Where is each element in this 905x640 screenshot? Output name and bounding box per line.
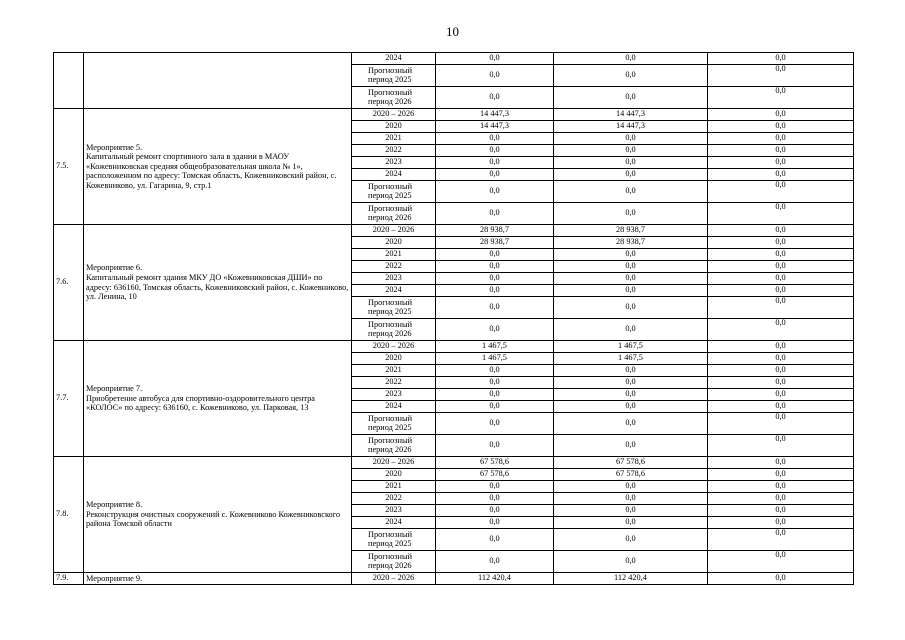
amount-cell-1: 14 447,3 [436,121,554,133]
period-cell: 2022 [352,145,436,157]
amount-cell-3: 0,0 [708,365,854,377]
period-cell: Прогнозный период 2026 [352,551,436,573]
period-cell: 2020 – 2026 [352,573,436,585]
amount-cell-2: 0,0 [554,551,708,573]
period-cell: 2024 [352,517,436,529]
amount-cell-1: 112 420,4 [436,573,554,585]
amount-cell-2: 0,0 [554,157,708,169]
amount-cell-2: 0,0 [554,389,708,401]
amount-cell-1: 0,0 [436,435,554,457]
amount-cell-3: 0,0 [708,169,854,181]
period-cell: 2023 [352,505,436,517]
amount-cell-1: 0,0 [436,181,554,203]
amount-cell-3: 0,0 [708,319,854,341]
period-cell: Прогнозный период 2025 [352,413,436,435]
amount-cell-1: 0,0 [436,413,554,435]
amount-cell-3: 0,0 [708,413,854,435]
amount-cell-3: 0,0 [708,109,854,121]
amount-cell-1: 1 467,5 [436,341,554,353]
period-cell: Прогнозный период 2026 [352,203,436,225]
amount-cell-3: 0,0 [708,435,854,457]
amount-cell-3: 0,0 [708,87,854,109]
amount-cell-1: 0,0 [436,319,554,341]
amount-cell-1: 0,0 [436,169,554,181]
amount-cell-1: 0,0 [436,261,554,273]
amount-cell-1: 0,0 [436,203,554,225]
period-cell: 2023 [352,157,436,169]
amount-cell-3: 0,0 [708,157,854,169]
row-number: 7.6. [54,225,84,341]
period-cell: 2020 – 2026 [352,109,436,121]
amount-cell-3: 0,0 [708,529,854,551]
table-row [54,457,854,469]
amount-cell-3: 0,0 [708,341,854,353]
table-row [54,341,854,353]
period-cell: 2021 [352,481,436,493]
amount-cell-3: 0,0 [708,517,854,529]
amount-cell-2: 14 447,3 [554,109,708,121]
row-number: 7.7. [54,341,84,457]
period-cell: 2022 [352,261,436,273]
amount-cell-2: 0,0 [554,365,708,377]
amount-cell-1: 0,0 [436,481,554,493]
amount-cell-3: 0,0 [708,297,854,319]
measure-description: Мероприятие 8. Реконструкция очистных сооружений с. Кожевниково Кожевниковского района Томской области [84,457,352,573]
period-cell: Прогнозный период 2026 [352,435,436,457]
period-cell: 2024 [352,401,436,413]
amount-cell-2: 0,0 [554,133,708,145]
amount-cell-2: 0,0 [554,435,708,457]
amount-cell-2: 0,0 [554,401,708,413]
amount-cell-1: 0,0 [436,529,554,551]
period-cell: 2024 [352,53,436,65]
amount-cell-2: 0,0 [554,261,708,273]
measure-description [84,53,352,109]
period-cell: Прогнозный период 2025 [352,65,436,87]
amount-cell-1: 0,0 [436,517,554,529]
measure-description: Мероприятие 6. Капитальный ремонт здания МКУ ДО «Кожевниковская ДШИ» по адресу: 636160, Томская область, Кожевниковский район, с. Кожевниково, ул. Ленина, 10 [84,225,352,341]
amount-cell-1: 28 938,7 [436,225,554,237]
amount-cell-3: 0,0 [708,551,854,573]
amount-cell-1: 0,0 [436,377,554,389]
period-cell: 2023 [352,273,436,285]
amount-cell-2: 0,0 [554,377,708,389]
table-row [54,573,854,585]
row-number: 7.5. [54,109,84,225]
amount-cell-2: 1 467,5 [554,341,708,353]
amount-cell-3: 0,0 [708,121,854,133]
amount-cell-3: 0,0 [708,65,854,87]
amount-cell-2: 0,0 [554,273,708,285]
table-row [54,109,854,121]
period-cell: 2020 – 2026 [352,457,436,469]
amount-cell-2: 0,0 [554,297,708,319]
period-cell: Прогнозный период 2025 [352,181,436,203]
amount-cell-2: 0,0 [554,87,708,109]
amount-cell-1: 0,0 [436,401,554,413]
amount-cell-1: 0,0 [436,297,554,319]
period-cell: Прогнозный период 2025 [352,297,436,319]
amount-cell-2: 0,0 [554,529,708,551]
amount-cell-1: 0,0 [436,249,554,261]
amount-cell-1: 0,0 [436,273,554,285]
amount-cell-3: 0,0 [708,237,854,249]
period-cell: 2024 [352,285,436,297]
amount-cell-2: 0,0 [554,319,708,341]
row-number: 7.9. [54,573,84,585]
amount-cell-1: 14 447,3 [436,109,554,121]
amount-cell-3: 0,0 [708,145,854,157]
period-cell: 2020 [352,121,436,133]
amount-cell-2: 0,0 [554,53,708,65]
amount-cell-2: 67 578,6 [554,457,708,469]
amount-cell-1: 0,0 [436,285,554,297]
amount-cell-2: 28 938,7 [554,237,708,249]
amount-cell-1: 0,0 [436,157,554,169]
amount-cell-1: 67 578,6 [436,457,554,469]
page-number: 10 [446,24,459,39]
period-cell: 2021 [352,249,436,261]
period-cell: 2023 [352,389,436,401]
amount-cell-2: 0,0 [554,517,708,529]
amount-cell-2: 0,0 [554,145,708,157]
amount-cell-2: 112 420,4 [554,573,708,585]
amount-cell-3: 0,0 [708,401,854,413]
period-cell: Прогнозный период 2025 [352,529,436,551]
amount-cell-1: 28 938,7 [436,237,554,249]
amount-cell-2: 67 578,6 [554,469,708,481]
amount-cell-2: 0,0 [554,285,708,297]
amount-cell-3: 0,0 [708,457,854,469]
amount-cell-2: 0,0 [554,413,708,435]
amount-cell-3: 0,0 [708,353,854,365]
amount-cell-2: 0,0 [554,505,708,517]
amount-cell-1: 1 467,5 [436,353,554,365]
amount-cell-1: 0,0 [436,133,554,145]
amount-cell-2: 0,0 [554,493,708,505]
period-cell: Прогнозный период 2026 [352,319,436,341]
amount-cell-3: 0,0 [708,389,854,401]
table-body [54,53,854,585]
period-cell: 2021 [352,133,436,145]
amount-cell-3: 0,0 [708,481,854,493]
amount-cell-3: 0,0 [708,249,854,261]
amount-cell-2: 0,0 [554,65,708,87]
amount-cell-3: 0,0 [708,273,854,285]
amount-cell-1: 0,0 [436,65,554,87]
table-row [54,225,854,237]
amount-cell-3: 0,0 [708,53,854,65]
amount-cell-3: 0,0 [708,493,854,505]
row-number [54,53,84,109]
period-cell: 2020 [352,237,436,249]
amount-cell-3: 0,0 [708,225,854,237]
amount-cell-2: 0,0 [554,203,708,225]
amount-cell-1: 0,0 [436,493,554,505]
period-cell: Прогнозный период 2026 [352,87,436,109]
amount-cell-3: 0,0 [708,469,854,481]
amount-cell-1: 0,0 [436,87,554,109]
amount-cell-3: 0,0 [708,505,854,517]
period-cell: 2020 [352,469,436,481]
period-cell: 2021 [352,365,436,377]
amount-cell-2: 0,0 [554,169,708,181]
table-row [54,53,854,65]
amount-cell-3: 0,0 [708,377,854,389]
amount-cell-1: 0,0 [436,145,554,157]
amount-cell-1: 0,0 [436,505,554,517]
amount-cell-1: 0,0 [436,389,554,401]
period-cell: 2022 [352,377,436,389]
amount-cell-3: 0,0 [708,133,854,145]
period-cell: 2022 [352,493,436,505]
amount-cell-3: 0,0 [708,573,854,585]
period-cell: 2020 [352,353,436,365]
measure-description: Мероприятие 7. Приобретение автобуса для спортивно-оздоровительного центра «КОЛОС» по адресу: 636160, с. Кожевниково, ул. Парковая, 13 [84,341,352,457]
amount-cell-1: 0,0 [436,365,554,377]
period-cell: 2020 – 2026 [352,225,436,237]
measure-description: Мероприятие 5. Капитальный ремонт спортивного зала в здании в МАОУ «Кожевниковская средняя общеобразовательная школа № 1», расположенном по адресу: Томская область, Кожевниковский район, с. Кожевниково, ул. Гагарина, 9, стр.1 [84,109,352,225]
amount-cell-2: 28 938,7 [554,225,708,237]
amount-cell-2: 1 467,5 [554,353,708,365]
period-cell: 2020 – 2026 [352,341,436,353]
amount-cell-3: 0,0 [708,261,854,273]
measure-description: Мероприятие 9. [84,573,352,585]
amount-cell-2: 14 447,3 [554,121,708,133]
budget-table [53,52,854,585]
amount-cell-3: 0,0 [708,181,854,203]
amount-cell-3: 0,0 [708,203,854,225]
amount-cell-1: 0,0 [436,53,554,65]
amount-cell-1: 67 578,6 [436,469,554,481]
amount-cell-2: 0,0 [554,181,708,203]
period-cell: 2024 [352,169,436,181]
amount-cell-1: 0,0 [436,551,554,573]
amount-cell-3: 0,0 [708,285,854,297]
amount-cell-2: 0,0 [554,481,708,493]
amount-cell-2: 0,0 [554,249,708,261]
row-number: 7.8. [54,457,84,573]
